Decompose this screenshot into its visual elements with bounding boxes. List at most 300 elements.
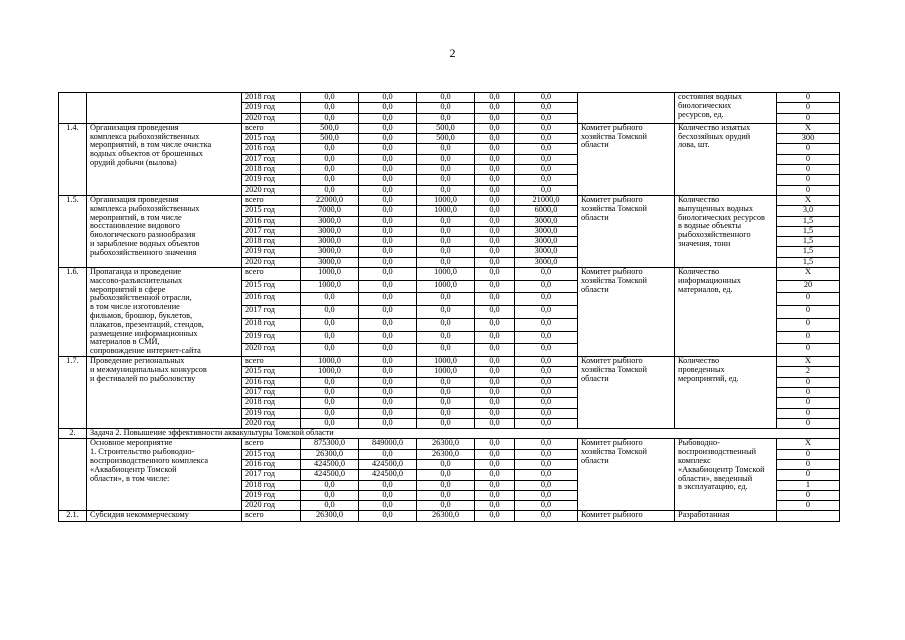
indicator-name-cell-line: лова, шт. xyxy=(678,140,710,150)
amount-cell: 0,0 xyxy=(475,206,515,216)
amount-cell: 0,0 xyxy=(301,103,359,113)
executor-cell-line: Комитет рыбного xyxy=(581,267,643,277)
indicator-value-cell: 0 xyxy=(777,165,840,175)
amount-cell: 0,0 xyxy=(359,490,417,500)
activity-name-cell-line: и межмуниципальных конкурсов xyxy=(90,364,207,374)
amount-cell: 0,0 xyxy=(417,490,475,500)
amount-cell: 1000,0 xyxy=(301,367,359,377)
year-cell: 2015 год xyxy=(242,206,301,216)
executor-cell xyxy=(578,357,675,429)
table-row xyxy=(59,123,840,133)
indicator-value-cell: 0 xyxy=(777,501,840,511)
indicator-name-cell-line: Количество изъятых xyxy=(678,123,751,132)
year-cell: 2015 год xyxy=(242,134,301,144)
indicator-name-cell xyxy=(675,123,777,195)
executor-cell xyxy=(578,439,675,511)
amount-cell: 7000,0 xyxy=(301,206,359,216)
amount-cell: 0,0 xyxy=(301,154,359,164)
amount-cell: 1000,0 xyxy=(417,357,475,367)
year-cell: 2017 год xyxy=(242,226,301,236)
amount-cell: 0,0 xyxy=(475,331,515,344)
amount-cell: 0,0 xyxy=(359,144,417,154)
amount-cell: 0,0 xyxy=(475,344,515,357)
activity-name-cell: Субсидия некоммерческому xyxy=(87,511,242,521)
activity-name-cell-line: фильмов, брошюр, буклетов, xyxy=(90,311,193,321)
activity-name-cell-line: «Аквабиоцентр Томской xyxy=(90,464,177,474)
amount-cell: 0,0 xyxy=(475,144,515,154)
activity-name-cell xyxy=(87,439,242,511)
amount-cell: 0,0 xyxy=(475,113,515,123)
amount-cell: 0,0 xyxy=(417,459,475,469)
amount-cell: 22000,0 xyxy=(301,195,359,205)
amount-cell: 0,0 xyxy=(359,331,417,344)
amount-cell: 0,0 xyxy=(475,175,515,185)
amount-cell: 849000,0 xyxy=(359,439,417,449)
indicator-value-cell: 2 xyxy=(777,367,840,377)
amount-cell: 0,0 xyxy=(475,268,515,281)
amount-cell: 1000,0 xyxy=(417,268,475,281)
amount-cell: 0,0 xyxy=(359,93,417,103)
amount-cell: 0,0 xyxy=(515,459,578,469)
amount-cell: 0,0 xyxy=(359,216,417,226)
amount-cell: 0,0 xyxy=(301,398,359,408)
amount-cell: 0,0 xyxy=(475,93,515,103)
row-number-cell xyxy=(59,439,87,511)
amount-cell: 0,0 xyxy=(475,134,515,144)
amount-cell: 3000,0 xyxy=(301,247,359,257)
executor-cell-line: хозяйства Томской xyxy=(581,364,647,374)
amount-cell: 26300,0 xyxy=(417,439,475,449)
amount-cell: 0,0 xyxy=(515,123,578,133)
year-cell: 2016 год xyxy=(242,144,301,154)
amount-cell: 0,0 xyxy=(475,185,515,195)
amount-cell: 0,0 xyxy=(359,398,417,408)
activity-name-cell-line: Организация проведения xyxy=(90,123,179,132)
amount-cell: 0,0 xyxy=(301,306,359,319)
amount-cell: 0,0 xyxy=(515,344,578,357)
amount-cell: 0,0 xyxy=(417,480,475,490)
amount-cell: 0,0 xyxy=(475,318,515,331)
year-cell: 2020 год xyxy=(242,113,301,123)
amount-cell: 0,0 xyxy=(475,459,515,469)
executor-cell-line: хозяйства Томской xyxy=(581,203,647,213)
amount-cell: 0,0 xyxy=(515,280,578,293)
amount-cell: 0,0 xyxy=(417,377,475,387)
table-row xyxy=(59,439,840,449)
activity-name-cell-line: Проведение региональных xyxy=(90,356,185,366)
indicator-value-cell: 3,0 xyxy=(777,206,840,216)
amount-cell: 424500,0 xyxy=(359,470,417,480)
executor-cell xyxy=(578,93,675,124)
amount-cell: 0,0 xyxy=(515,501,578,511)
year-cell: 2019 год xyxy=(242,175,301,185)
amount-cell: 0,0 xyxy=(359,511,417,521)
indicator-value-cell: 0 xyxy=(777,306,840,319)
amount-cell: 500,0 xyxy=(301,134,359,144)
year-cell: 2016 год xyxy=(242,459,301,469)
amount-cell: 0,0 xyxy=(417,501,475,511)
activity-name-cell-line: восстановление видового xyxy=(90,221,180,231)
activity-name-cell-line: биологического разнообразия xyxy=(90,230,196,240)
indicator-value-cell: 0 xyxy=(777,93,840,103)
indicator-name-cell-line: области», введенный xyxy=(678,473,753,483)
amount-cell: 0,0 xyxy=(359,357,417,367)
amount-cell: 0,0 xyxy=(359,123,417,133)
year-cell: 2018 год xyxy=(242,237,301,247)
executor-cell-line: хозяйства Томской xyxy=(581,275,647,285)
amount-cell: 0,0 xyxy=(475,398,515,408)
amount-cell: 0,0 xyxy=(417,113,475,123)
indicator-name-cell-line: бесхозяйных орудий xyxy=(678,131,751,141)
indicator-name-cell xyxy=(675,268,777,357)
executor-cell-line: хозяйства Томской xyxy=(581,447,647,457)
indicator-name-cell-line: мероприятий, ед. xyxy=(678,373,739,383)
indicator-value-cell: 0 xyxy=(777,331,840,344)
activity-name-cell-line: Пропаганда и проведение xyxy=(90,267,182,277)
indicator-name-cell-line: состояния водных xyxy=(678,92,742,101)
amount-cell: 1000,0 xyxy=(301,280,359,293)
indicator-value-cell: 0 xyxy=(777,144,840,154)
year-cell: 2019 год xyxy=(242,103,301,113)
amount-cell: 0,0 xyxy=(515,439,578,449)
amount-cell: 0,0 xyxy=(359,344,417,357)
amount-cell: 0,0 xyxy=(359,134,417,144)
amount-cell: 424500,0 xyxy=(359,459,417,469)
indicator-value-cell: X xyxy=(777,123,840,133)
year-cell: всего xyxy=(242,357,301,367)
indicator-value-cell: 1,5 xyxy=(777,237,840,247)
activity-name-cell-line: воспроизводственного комплекса xyxy=(90,455,209,465)
indicator-value-cell: 0 xyxy=(777,408,840,418)
amount-cell: 0,0 xyxy=(515,408,578,418)
year-cell: 2017 год xyxy=(242,154,301,164)
amount-cell: 0,0 xyxy=(515,387,578,397)
amount-cell: 0,0 xyxy=(475,357,515,367)
year-cell: всего xyxy=(242,511,301,521)
amount-cell: 0,0 xyxy=(301,144,359,154)
amount-cell: 0,0 xyxy=(475,511,515,521)
amount-cell: 0,0 xyxy=(301,387,359,397)
amount-cell: 0,0 xyxy=(515,185,578,195)
activity-name-cell-line: 1. Строительство рыбоводно- xyxy=(90,447,195,457)
amount-cell: 0,0 xyxy=(359,418,417,428)
year-cell: 2018 год xyxy=(242,398,301,408)
indicator-value-cell: 0 xyxy=(777,470,840,480)
year-cell: 2020 год xyxy=(242,257,301,267)
amount-cell: 0,0 xyxy=(301,331,359,344)
amount-cell: 0,0 xyxy=(515,113,578,123)
year-cell: 2019 год xyxy=(242,247,301,257)
amount-cell: 1000,0 xyxy=(417,195,475,205)
amount-cell: 21000,0 xyxy=(515,195,578,205)
amount-cell: 0,0 xyxy=(417,257,475,267)
amount-cell: 0,0 xyxy=(515,293,578,306)
amount-cell: 3000,0 xyxy=(301,216,359,226)
amount-cell: 0,0 xyxy=(475,280,515,293)
amount-cell: 0,0 xyxy=(359,306,417,319)
year-cell: 2020 год xyxy=(242,344,301,357)
executor-cell xyxy=(578,123,675,195)
amount-cell: 424500,0 xyxy=(301,459,359,469)
amount-cell: 0,0 xyxy=(417,247,475,257)
amount-cell: 0,0 xyxy=(417,344,475,357)
year-cell: 2015 год xyxy=(242,367,301,377)
activity-name-cell-line: в том числе изготовление xyxy=(90,302,180,312)
amount-cell: 0,0 xyxy=(475,257,515,267)
amount-cell: 875300,0 xyxy=(301,439,359,449)
amount-cell: 0,0 xyxy=(475,306,515,319)
amount-cell: 26300,0 xyxy=(417,511,475,521)
amount-cell: 0,0 xyxy=(475,449,515,459)
activity-name-cell-line: и фестивалей по рыболовству xyxy=(90,373,196,383)
amount-cell: 0,0 xyxy=(515,331,578,344)
task-title-cell: Задача 2. Повышение эффективности аквакультуры Томской области xyxy=(87,429,840,439)
activity-name-cell-line: сопровождение интернет-сайта xyxy=(90,346,201,356)
amount-cell: 0,0 xyxy=(515,367,578,377)
activity-name-cell-line: комплекса рыбохозяйственных xyxy=(90,131,200,141)
amount-cell: 0,0 xyxy=(515,377,578,387)
amount-cell: 0,0 xyxy=(417,293,475,306)
amount-cell: 0,0 xyxy=(515,103,578,113)
amount-cell: 0,0 xyxy=(359,280,417,293)
activity-name-cell-line: Основное мероприятие xyxy=(90,438,173,448)
amount-cell: 3000,0 xyxy=(515,216,578,226)
row-number-cell xyxy=(59,93,87,124)
amount-cell: 3000,0 xyxy=(515,237,578,247)
amount-cell: 0,0 xyxy=(359,449,417,459)
indicator-value-cell: 1,5 xyxy=(777,226,840,236)
executor-cell-line: области xyxy=(581,455,609,465)
year-cell: 2020 год xyxy=(242,418,301,428)
amount-cell: 0,0 xyxy=(301,293,359,306)
activity-name-cell xyxy=(87,195,242,267)
amount-cell: 0,0 xyxy=(475,439,515,449)
executor-cell-line: хозяйства Томской xyxy=(581,131,647,141)
row-number-cell: 1.6. xyxy=(59,268,87,357)
indicator-value-cell: 0 xyxy=(777,344,840,357)
indicator-name-cell-line: Количество xyxy=(678,356,720,366)
activity-name-cell-line: водных объектов от брошенных xyxy=(90,149,203,159)
amount-cell: 0,0 xyxy=(475,501,515,511)
amount-cell: 0,0 xyxy=(475,367,515,377)
amount-cell: 0,0 xyxy=(301,113,359,123)
amount-cell: 0,0 xyxy=(359,206,417,216)
amount-cell: 0,0 xyxy=(475,387,515,397)
amount-cell: 0,0 xyxy=(515,306,578,319)
year-cell: 2017 год xyxy=(242,470,301,480)
indicator-name-cell-line: проведенных xyxy=(678,364,725,374)
program-table xyxy=(58,92,840,522)
page-number: 2 xyxy=(449,46,456,60)
year-cell: 2015 год xyxy=(242,449,301,459)
year-cell: 2019 год xyxy=(242,408,301,418)
indicator-value-cell: X xyxy=(777,268,840,281)
year-cell: 2019 год xyxy=(242,331,301,344)
indicator-value-cell: 0 xyxy=(777,459,840,469)
indicator-value-cell: 0 xyxy=(777,398,840,408)
amount-cell: 0,0 xyxy=(475,195,515,205)
indicator-name-cell-line: материалов, ед. xyxy=(678,284,733,294)
amount-cell: 1000,0 xyxy=(417,280,475,293)
amount-cell: 0,0 xyxy=(475,103,515,113)
year-cell: 2016 год xyxy=(242,293,301,306)
amount-cell: 0,0 xyxy=(359,237,417,247)
amount-cell: 0,0 xyxy=(417,93,475,103)
task-header-row xyxy=(59,429,840,439)
amount-cell: 0,0 xyxy=(359,165,417,175)
amount-cell: 0,0 xyxy=(301,165,359,175)
amount-cell: 3000,0 xyxy=(301,237,359,247)
amount-cell: 0,0 xyxy=(417,331,475,344)
executor-cell xyxy=(578,268,675,357)
amount-cell: 1000,0 xyxy=(417,206,475,216)
amount-cell: 0,0 xyxy=(417,154,475,164)
indicator-name-cell-line: воспроизводственный xyxy=(678,447,757,457)
amount-cell: 0,0 xyxy=(417,237,475,247)
amount-cell: 0,0 xyxy=(417,144,475,154)
amount-cell: 3000,0 xyxy=(515,226,578,236)
activity-name-cell xyxy=(87,268,242,357)
executor-cell-line: области xyxy=(581,284,609,294)
activity-name-cell-line: размещение информационных xyxy=(90,328,198,338)
indicator-name-cell xyxy=(675,357,777,429)
executor-cell-line: Комитет рыбного xyxy=(581,195,643,204)
year-cell: 2020 год xyxy=(242,185,301,195)
amount-cell: 0,0 xyxy=(359,387,417,397)
amount-cell: 0,0 xyxy=(417,175,475,185)
amount-cell: 0,0 xyxy=(417,306,475,319)
amount-cell: 0,0 xyxy=(515,398,578,408)
amount-cell: 0,0 xyxy=(359,408,417,418)
amount-cell: 0,0 xyxy=(515,165,578,175)
indicator-name-cell-line: в водные объекты xyxy=(678,221,742,231)
activity-name-cell-line: мероприятий в сфере xyxy=(90,284,166,294)
amount-cell: 0,0 xyxy=(417,226,475,236)
indicator-value-cell: 0 xyxy=(777,293,840,306)
indicator-value-cell: 0 xyxy=(777,185,840,195)
amount-cell: 0,0 xyxy=(515,154,578,164)
amount-cell: 0,0 xyxy=(515,93,578,103)
amount-cell: 0,0 xyxy=(359,318,417,331)
indicator-name-cell-line: в эксплуатацию, ед. xyxy=(678,482,748,492)
executor-cell-line: Комитет рыбного xyxy=(581,438,643,448)
indicator-value-cell: 0 xyxy=(777,490,840,500)
amount-cell: 0,0 xyxy=(359,113,417,123)
year-cell: 2018 год xyxy=(242,480,301,490)
indicator-name-cell-line: Количество xyxy=(678,195,720,204)
activity-name-cell-line: рыбохозяйственного значения xyxy=(90,247,197,257)
amount-cell: 0,0 xyxy=(515,268,578,281)
amount-cell: 500,0 xyxy=(301,123,359,133)
activity-name-cell-line: Организация проведения xyxy=(90,195,179,204)
amount-cell: 0,0 xyxy=(301,418,359,428)
amount-cell: 0,0 xyxy=(475,237,515,247)
amount-cell: 3000,0 xyxy=(515,247,578,257)
indicator-name-cell-line: Количество xyxy=(678,267,720,277)
year-cell: 2017 год xyxy=(242,306,301,319)
indicator-value-cell: 0 xyxy=(777,449,840,459)
amount-cell: 0,0 xyxy=(417,216,475,226)
amount-cell: 0,0 xyxy=(359,175,417,185)
indicator-value-cell: 0 xyxy=(777,154,840,164)
activity-name-cell-line: комплекса рыбохозяйственных xyxy=(90,203,200,213)
amount-cell: 0,0 xyxy=(515,144,578,154)
year-cell: всего xyxy=(242,439,301,449)
amount-cell: 0,0 xyxy=(515,357,578,367)
amount-cell: 0,0 xyxy=(515,449,578,459)
amount-cell: 0,0 xyxy=(417,398,475,408)
amount-cell: 26300,0 xyxy=(417,449,475,459)
amount-cell: 0,0 xyxy=(515,470,578,480)
amount-cell: 0,0 xyxy=(417,387,475,397)
indicator-name-cell-line: комплекс xyxy=(678,455,711,465)
amount-cell: 0,0 xyxy=(417,318,475,331)
amount-cell: 0,0 xyxy=(475,165,515,175)
indicator-value-cell: 1 xyxy=(777,480,840,490)
amount-cell: 0,0 xyxy=(515,490,578,500)
table-row xyxy=(59,268,840,281)
row-number-cell: 2. xyxy=(59,429,87,439)
executor-cell-line: Комитет рыбного xyxy=(581,123,643,132)
amount-cell: 0,0 xyxy=(359,247,417,257)
amount-cell: 0,0 xyxy=(475,226,515,236)
year-cell: всего xyxy=(242,268,301,281)
row-number-cell: 1.4. xyxy=(59,123,87,195)
indicator-value-cell: 1,5 xyxy=(777,216,840,226)
amount-cell: 0,0 xyxy=(301,490,359,500)
amount-cell: 0,0 xyxy=(359,195,417,205)
amount-cell: 26300,0 xyxy=(301,449,359,459)
indicator-name-cell xyxy=(675,93,777,124)
year-cell: 2020 год xyxy=(242,501,301,511)
activity-name-cell-line: мероприятий, в том числе очистка xyxy=(90,140,212,150)
activity-name-cell-line: области», в том числе: xyxy=(90,473,170,483)
year-cell: 2015 год xyxy=(242,280,301,293)
executor-cell-line: Комитет рыбного xyxy=(581,356,643,366)
indicator-value-cell: 0 xyxy=(777,103,840,113)
amount-cell: 0,0 xyxy=(301,185,359,195)
amount-cell: 0,0 xyxy=(301,377,359,387)
amount-cell: 0,0 xyxy=(515,418,578,428)
activity-name-cell-line: и зарыбление водных объектов xyxy=(90,238,200,248)
amount-cell: 0,0 xyxy=(417,185,475,195)
amount-cell: 0,0 xyxy=(475,470,515,480)
amount-cell: 0,0 xyxy=(359,103,417,113)
activity-name-cell-line: материалов в СМИ, xyxy=(90,337,160,347)
amount-cell: 6000,0 xyxy=(515,206,578,216)
activity-name-cell-line: мероприятий, в том числе xyxy=(90,212,182,222)
amount-cell: 424500,0 xyxy=(301,470,359,480)
amount-cell: 0,0 xyxy=(359,185,417,195)
amount-cell: 0,0 xyxy=(475,293,515,306)
amount-cell: 0,0 xyxy=(475,216,515,226)
amount-cell: 3000,0 xyxy=(301,257,359,267)
amount-cell: 0,0 xyxy=(359,480,417,490)
amount-cell: 0,0 xyxy=(301,501,359,511)
row-number-cell: 1.7. xyxy=(59,357,87,429)
indicator-name-cell-line: биологических xyxy=(678,100,732,110)
amount-cell: 0,0 xyxy=(359,367,417,377)
amount-cell: 0,0 xyxy=(515,134,578,144)
indicator-value-cell: 1,5 xyxy=(777,257,840,267)
amount-cell: 0,0 xyxy=(301,175,359,185)
amount-cell: 0,0 xyxy=(475,408,515,418)
indicator-name-cell-line: выпущенных водных xyxy=(678,203,753,213)
year-cell: 2016 год xyxy=(242,377,301,387)
amount-cell: 26300,0 xyxy=(301,511,359,521)
year-cell: 2018 год xyxy=(242,93,301,103)
amount-cell: 0,0 xyxy=(301,93,359,103)
